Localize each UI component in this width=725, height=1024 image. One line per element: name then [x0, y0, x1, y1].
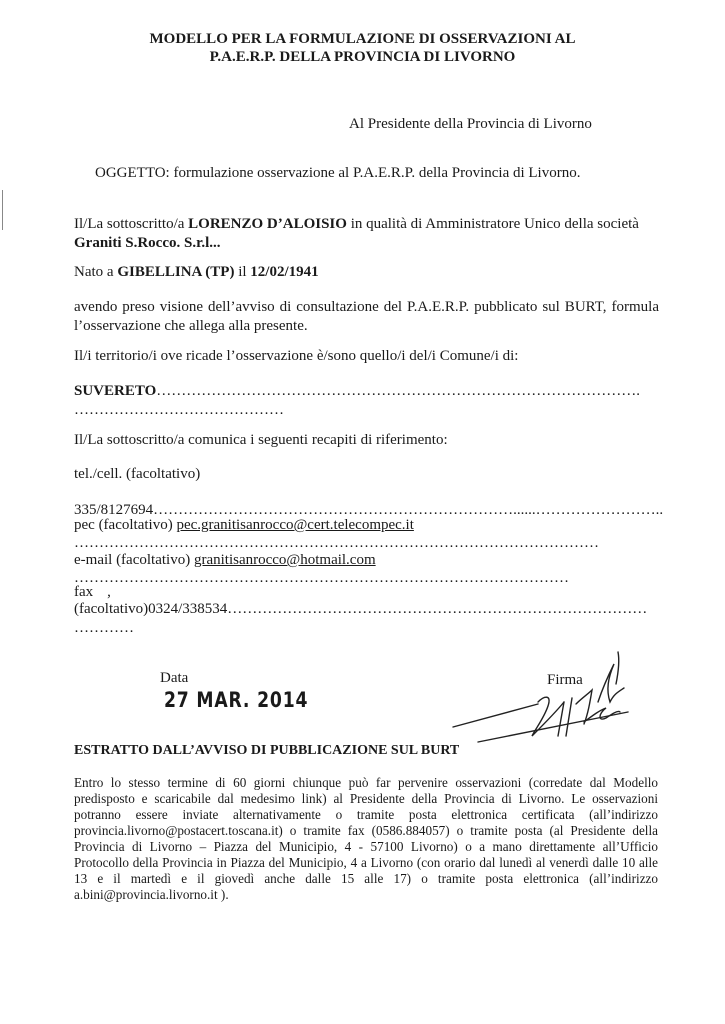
email-line [74, 550, 376, 570]
subject-line: OGGETTO: formulazione osservazione al P.A.E.R.P. della Provincia di Livorno. [95, 165, 581, 181]
date-label: Data [160, 670, 189, 686]
email-dots: ……………………………………………………………………………………… [74, 570, 569, 586]
pec-dots: …………………………………………………………………………………………… [74, 535, 599, 551]
extract-line: potranno essere inviate alternativamente o tramite posta elettronica certificata (all’indirizzo [74, 807, 658, 822]
company-name: Graniti S.Rocco. S.r.l... [74, 235, 221, 251]
territory-line [74, 381, 640, 401]
territory-dots-2: …………………………………… [74, 402, 284, 418]
fax-value: (facoltativo)0324/338534 [74, 601, 228, 617]
statement-line2: l’osservazione che allega alla presente. [74, 318, 308, 334]
pec-line [74, 515, 414, 535]
recipient-line: Al Presidente della Provincia di Livorno [349, 116, 592, 132]
fax-mark: , [107, 584, 111, 600]
declarant-prefix: Il/La sottoscritto/a [74, 216, 189, 232]
extract-line: Provincia di Livorno – Piazza del Municipio, 4 - 57100 Livorno) o a mano direttamente all’Ufficio [74, 839, 658, 854]
extract-line: provincia.livorno@postacert.toscana.it) o tramite fax (0586.884057) o tramite posta (al Presidente della [74, 823, 658, 838]
extract-line: 13 e il martedì e il giovedì anche dalle 15 alle 17) o tramite posta elettronica (all’indirizzo [74, 871, 658, 886]
birth-prefix: Nato a [74, 264, 118, 280]
pec-value: pec.granitisanrocco@cert.telecompec.it [176, 517, 414, 533]
territory-label: Il/i territorio/i ove ricade l’osservazione è/sono quello/i del/i Comune/i di: [74, 348, 519, 364]
pec-label: pec (facoltativo) [74, 517, 177, 533]
document-title-line1: MODELLO PER LA FORMULAZIONE DI OSSERVAZIONI AL [149, 31, 576, 47]
fax-dots: ………………………………………………………………………… [227, 601, 648, 617]
extract-line: Protocollo della Provincia in Piazza del Municipio, 4 a Livorno (con orario dal lunedì al venerdì dalle 10 alle [74, 855, 658, 870]
declarant-role: in qualità di Amministratore Unico della società [346, 216, 639, 232]
birth-mid: il [234, 264, 251, 280]
birth-date: 12/02/1941 [250, 264, 319, 280]
extract-heading: ESTRATTO DALL’AVVISO DI PUBBLICAZIONE SUL BURT [74, 743, 460, 758]
extract-line: a.bini@provincia.livorno.it ). [74, 887, 229, 902]
declarant-line [74, 214, 639, 234]
date-stamp: 27 MAR. 2014 [164, 688, 309, 712]
extract-body [74, 775, 658, 903]
document-title-line2: P.A.E.R.P. DELLA PROVINCIA DI LIVORNO [209, 49, 516, 65]
scan-margin-mark [2, 190, 3, 230]
email-value: granitisanrocco@hotmail.com [193, 552, 376, 568]
signature-label: Firma [547, 672, 583, 688]
territory-dots: ……………………………………………………………………………………. [156, 383, 641, 399]
tel-label: tel./cell. (facoltativo) [74, 466, 201, 482]
tel-value: 335/8127694 [74, 502, 154, 518]
extract-line: Entro lo stesso termine di 60 giorni chiunque può far pervenire osservazioni (corredate dal Modello [74, 775, 658, 790]
birth-line [74, 262, 319, 282]
territory-comune: SUVERETO [74, 383, 157, 399]
fax-line [74, 599, 647, 619]
declarant-name: LORENZO D’ALOISIO [188, 216, 347, 232]
extract-line: predisposto e scaricabile dal medesimo link) al Presidente della Provincia di Livorno. Le osservazioni [74, 791, 658, 806]
statement-line1: avendo preso visione dell’avviso di consultazione del P.A.E.R.P. pubblicato sul BURT, formula [74, 299, 659, 315]
fax-label: fax [74, 584, 94, 600]
fax-dots-2: ………… [74, 620, 134, 636]
handwritten-signature [448, 632, 648, 762]
tel-dots: ………………………………………………………………......…………………….. [153, 502, 664, 518]
birth-place: GIBELLINA (TP) [117, 264, 235, 280]
contacts-intro: Il/La sottoscritto/a comunica i seguenti recapiti di riferimento: [74, 432, 448, 448]
email-label: e-mail (facoltativo) [74, 552, 194, 568]
